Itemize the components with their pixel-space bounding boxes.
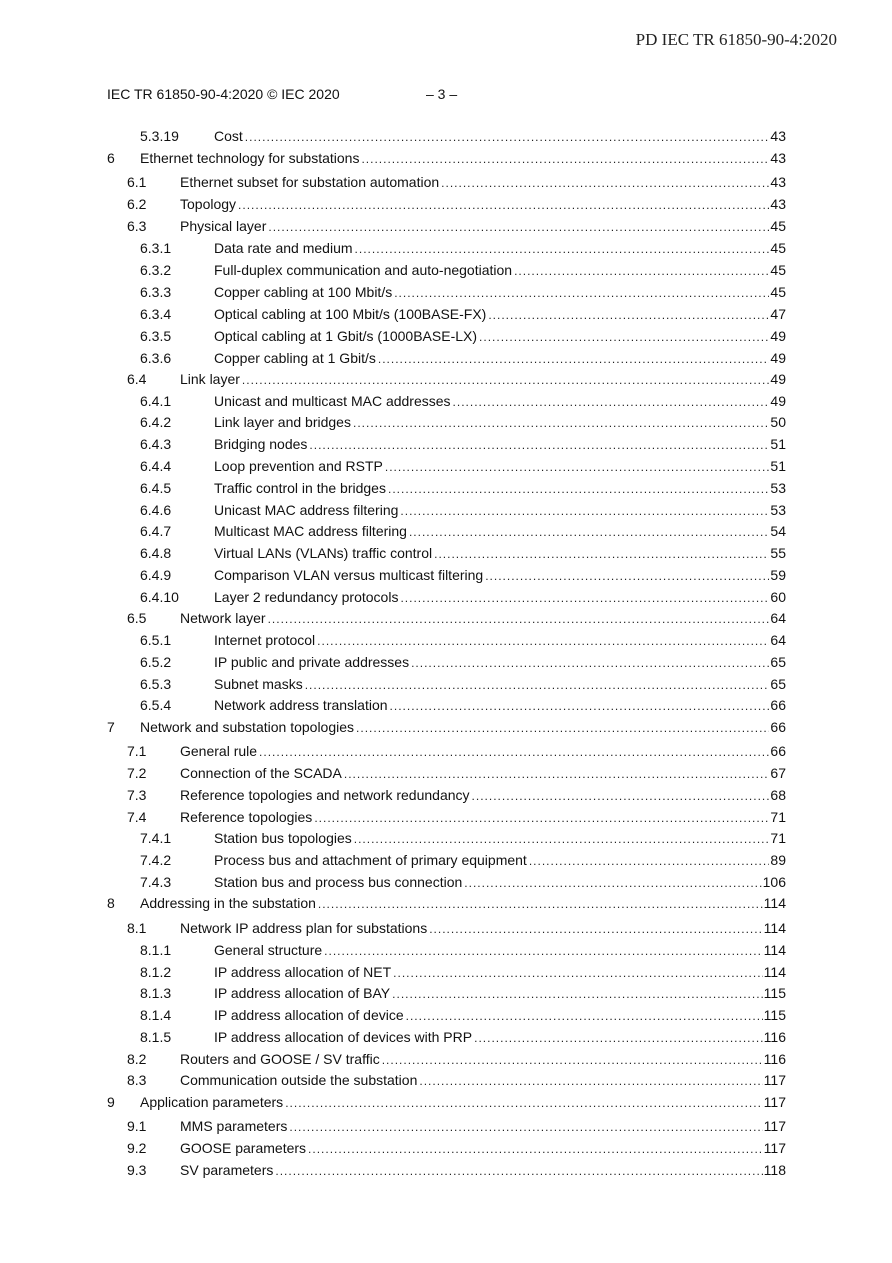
dot-leader [289, 1117, 762, 1137]
page-header [107, 86, 458, 102]
dot-leader [406, 1006, 763, 1026]
toc-entry-page: 51 [770, 458, 786, 474]
dot-leader [411, 653, 769, 673]
document-id-header: PD IEC TR 61850-90-4:2020 [635, 30, 837, 49]
dot-leader [324, 941, 763, 961]
toc-entry-number: 9.2 [127, 1140, 147, 1156]
dot-leader [353, 413, 769, 433]
toc-entry-page: 65 [770, 654, 786, 670]
toc-entry-title: Routers and GOOSE / SV traffic [180, 1051, 380, 1067]
toc-entry[interactable] [127, 608, 786, 629]
toc-entry-page: 54 [770, 523, 786, 539]
toc-entry-number: 6.4.9 [140, 567, 172, 583]
dot-leader [400, 501, 769, 521]
dot-leader [314, 808, 769, 828]
toc-entry-title: Link layer [180, 371, 240, 387]
toc-entry-number: 8.1.4 [140, 1007, 172, 1023]
dot-leader [354, 829, 770, 849]
toc-entry[interactable] [140, 521, 786, 542]
toc-entry-page: 49 [770, 328, 786, 344]
toc-entry-page: 67 [770, 765, 786, 781]
toc-entry-number: 6.4.8 [140, 545, 172, 561]
toc-entry-title: General rule [180, 743, 258, 759]
dot-leader [318, 894, 763, 914]
toc-entry-number: 6 [107, 150, 115, 166]
dot-leader [529, 851, 770, 871]
toc-entry-number: 7.1 [127, 743, 147, 759]
toc-entry-page: 45 [770, 218, 786, 234]
toc-entry[interactable] [127, 807, 786, 828]
toc-entry-page: 114 [763, 964, 786, 980]
toc-entry[interactable] [127, 172, 786, 193]
toc-entry[interactable] [127, 1160, 786, 1181]
toc-entry[interactable] [140, 391, 786, 412]
dot-leader [317, 631, 769, 651]
toc-entry-number: 6.3.4 [140, 306, 172, 322]
toc-entry-title: Unicast MAC address filtering [214, 502, 399, 518]
toc-entry-page: 66 [770, 743, 786, 759]
dot-leader [361, 149, 769, 169]
toc-entry-page: 114 [763, 920, 786, 936]
toc-entry[interactable] [127, 1070, 786, 1091]
toc-entry-number: 6.5.1 [140, 632, 172, 648]
toc-entry-title: IP address allocation of BAY [214, 985, 391, 1001]
toc-entry[interactable] [140, 630, 786, 651]
dot-leader [388, 479, 769, 499]
dot-leader [378, 349, 770, 369]
dot-leader [344, 764, 770, 784]
toc-entry[interactable] [140, 828, 786, 849]
toc-entry-page: 89 [770, 852, 786, 868]
dot-leader [453, 392, 770, 412]
dot-leader [429, 919, 762, 939]
toc-entry-title: Comparison VLAN versus multicast filtering [214, 567, 484, 583]
toc-entry-number: 7.4.3 [140, 874, 172, 890]
toc-entry-title: Physical layer [180, 218, 267, 234]
toc-entry-number: 6.4 [127, 371, 147, 387]
toc-entry-number: 8 [107, 895, 115, 911]
toc-entry-title: Topology [180, 196, 237, 212]
toc-entry[interactable] [140, 500, 786, 521]
toc-entry-page: 114 [763, 895, 786, 911]
toc-entry-title: Network address translation [214, 697, 388, 713]
toc-entry[interactable] [127, 1116, 786, 1137]
toc-entry[interactable] [140, 940, 786, 961]
toc-entry-number: 6.4.1 [140, 393, 172, 409]
dot-leader [309, 435, 769, 455]
toc-entry-title: Traffic control in the bridges [214, 480, 386, 496]
toc-entry[interactable] [140, 260, 786, 281]
toc-entry-number: 6.4.10 [140, 589, 179, 605]
toc-entry-page: 53 [770, 480, 786, 496]
toc-entry[interactable] [140, 587, 786, 608]
toc-entry-number: 7.3 [127, 787, 147, 803]
toc-entry-number: 6.3.5 [140, 328, 172, 344]
dot-leader [419, 1071, 762, 1091]
toc-entry-page: 43 [770, 174, 786, 190]
toc-entry[interactable] [140, 412, 786, 433]
toc-entry[interactable] [140, 962, 786, 983]
toc-entry-page: 64 [770, 610, 786, 626]
dot-leader [259, 742, 769, 762]
toc-entry[interactable] [140, 304, 786, 325]
toc-entry-page: 60 [770, 589, 786, 605]
toc-entry-number: 8.3 [127, 1072, 147, 1088]
toc-entry[interactable] [127, 1138, 786, 1159]
toc-entry-title: IP public and private addresses [214, 654, 410, 670]
toc-entry-page: 117 [763, 1140, 786, 1156]
toc-entry-page: 71 [770, 809, 786, 825]
toc-entry-title: Station bus topologies [214, 830, 352, 846]
toc-entry-number: 6.5.3 [140, 676, 172, 692]
dot-leader [242, 370, 770, 390]
toc-entry-title: Communication outside the substation [180, 1072, 418, 1088]
dot-leader [393, 963, 763, 983]
toc-entry-page: 55 [770, 545, 786, 561]
toc-entry-title: MMS parameters [180, 1118, 288, 1134]
toc-entry[interactable] [107, 148, 786, 169]
toc-entry-title: Optical cabling at 100 Mbit/s (100BASE-FX) [214, 306, 487, 322]
toc-entry[interactable] [127, 918, 786, 939]
toc-entry-number: 6.4.4 [140, 458, 172, 474]
toc-entry-page: 71 [770, 830, 786, 846]
toc-entry-title: SV parameters [180, 1162, 274, 1178]
toc-entry-title: Loop prevention and RSTP [214, 458, 383, 474]
toc-entry-title: Network layer [180, 610, 266, 626]
dot-leader [305, 675, 770, 695]
toc-entry[interactable] [127, 763, 786, 784]
toc-entry-title: Reference topologies and network redundancy [180, 787, 470, 803]
toc-entry-page: 65 [770, 676, 786, 692]
toc-entry-number: 6.4.5 [140, 480, 172, 496]
toc-entry-page: 117 [763, 1094, 786, 1110]
toc-entry[interactable] [127, 216, 786, 237]
toc-entry-title: GOOSE parameters [180, 1140, 307, 1156]
toc-entry-number: 8.1.5 [140, 1029, 172, 1045]
toc-entry-title: Addressing in the substation [140, 895, 316, 911]
toc-entry-title: Connection of the SCADA [180, 765, 342, 781]
toc-entry-number: 6.5.2 [140, 654, 172, 670]
dot-leader [308, 1139, 763, 1159]
toc-entry-title: Copper cabling at 100 Mbit/s [214, 284, 393, 300]
toc-entry-number: 6.3.1 [140, 240, 172, 256]
toc-entry-number: 8.1 [127, 920, 147, 936]
toc-entry-page: 116 [763, 1051, 786, 1067]
toc-entry-title: Ethernet technology for substations [140, 150, 360, 166]
toc-entry-number: 7 [107, 719, 115, 735]
toc-entry-number: 6.3.3 [140, 284, 172, 300]
toc-entry-number: 9 [107, 1094, 115, 1110]
page-number: – 3 – [426, 86, 458, 102]
dot-leader [434, 544, 769, 564]
dot-leader [356, 718, 769, 738]
toc-entry-page: 43 [770, 128, 786, 144]
toc-entry-number: 9.3 [127, 1162, 147, 1178]
toc-entry-page: 118 [763, 1162, 786, 1178]
toc-entry-number: 6.4.7 [140, 523, 172, 539]
toc-entry-title: Cost [214, 128, 243, 144]
toc-entry[interactable] [140, 695, 786, 716]
toc-entry-title: Ethernet subset for substation automation [180, 174, 440, 190]
toc-entry-page: 45 [770, 262, 786, 278]
dot-leader [275, 1161, 762, 1181]
toc-entry-title: IP address allocation of devices with PRP [214, 1029, 473, 1045]
toc-entry-title: Multicast MAC address filtering [214, 523, 407, 539]
toc-entry[interactable] [140, 872, 786, 893]
toc-entry-number: 6.5 [127, 610, 147, 626]
toc-entry-number: 6.3 [127, 218, 147, 234]
toc-entry[interactable] [140, 348, 786, 369]
toc-entry[interactable] [127, 741, 786, 762]
toc-entry-number: 6.3.6 [140, 350, 172, 366]
toc-entry-number: 6.4.2 [140, 414, 172, 430]
toc-entry-title: Application parameters [140, 1094, 284, 1110]
dot-leader [390, 696, 770, 716]
dot-leader [485, 566, 769, 586]
dot-leader [385, 457, 770, 477]
toc-entry[interactable] [127, 1049, 786, 1070]
toc-entry-page: 47 [770, 306, 786, 322]
toc-entry-title: Network and substation topologies [140, 719, 355, 735]
toc-entry-number: 7.2 [127, 765, 147, 781]
dot-leader [392, 984, 763, 1004]
toc-entry-title: Link layer and bridges [214, 414, 351, 430]
dot-leader [268, 609, 770, 629]
dot-leader [464, 873, 761, 893]
toc-entry-page: 114 [763, 942, 786, 958]
toc-entry-title: Layer 2 redundancy protocols [214, 589, 399, 605]
toc-entry[interactable] [140, 1027, 786, 1048]
toc-entry-title: Unicast and multicast MAC addresses [214, 393, 451, 409]
toc-entry-page: 68 [770, 787, 786, 803]
toc-entry-page: 51 [770, 436, 786, 452]
toc-entry[interactable] [140, 126, 786, 147]
toc-entry-page: 50 [770, 414, 786, 430]
dot-leader [382, 1050, 763, 1070]
toc-entry-number: 7.4.2 [140, 852, 172, 868]
dot-leader [479, 327, 769, 347]
toc-entry-page: 43 [770, 150, 786, 166]
dot-leader [394, 283, 769, 303]
toc-entry[interactable] [107, 893, 786, 914]
toc-entry-title: General structure [214, 942, 323, 958]
toc-entry-number: 5.3.19 [140, 128, 179, 144]
toc-entry-number: 8.1.1 [140, 942, 172, 958]
toc-entry-title: Data rate and medium [214, 240, 353, 256]
toc-entry[interactable] [140, 983, 786, 1004]
toc-entry-number: 8.1.2 [140, 964, 172, 980]
toc-entry-page: 45 [770, 240, 786, 256]
toc-entry-page: 117 [763, 1072, 786, 1088]
toc-entry-page: 49 [770, 371, 786, 387]
toc-entry[interactable] [107, 717, 786, 738]
toc-entry[interactable] [127, 785, 786, 806]
dot-leader [400, 588, 769, 608]
toc-entry-number: 6.4.3 [140, 436, 172, 452]
toc-entry-page: 53 [770, 502, 786, 518]
toc-entry-number: 7.4.1 [140, 830, 172, 846]
toc-entry-page: 115 [763, 1007, 786, 1023]
toc-entry-title: IP address allocation of NET [214, 964, 392, 980]
toc-entry-page: 59 [770, 567, 786, 583]
toc-entry[interactable] [140, 565, 786, 586]
toc-entry-number: 6.5.4 [140, 697, 172, 713]
toc-entry[interactable] [107, 1092, 786, 1113]
dot-leader [488, 305, 769, 325]
toc-entry-page: 117 [763, 1118, 786, 1134]
toc-entry-page: 116 [763, 1029, 786, 1045]
dot-leader [474, 1028, 763, 1048]
toc-entry-title: Optical cabling at 1 Gbit/s (1000BASE-LX) [214, 328, 478, 344]
toc-entry-page: 45 [770, 284, 786, 300]
standard-reference: IEC TR 61850-90-4:2020 © IEC 2020 [107, 86, 340, 102]
toc-entry-title: Bridging nodes [214, 436, 308, 452]
toc-entry-number: 8.1.3 [140, 985, 172, 1001]
dot-leader [514, 261, 769, 281]
toc-entry[interactable] [140, 652, 786, 673]
toc-entry-title: IP address allocation of device [214, 1007, 404, 1023]
dot-leader [245, 127, 770, 147]
toc-entry-title: Subnet masks [214, 676, 303, 692]
toc-entry-page: 64 [770, 632, 786, 648]
toc-entry[interactable] [140, 1005, 786, 1026]
toc-entry[interactable] [140, 543, 786, 564]
toc-entry[interactable] [140, 434, 786, 455]
toc-entry-title: Station bus and process bus connection [214, 874, 463, 890]
dot-leader [268, 217, 769, 237]
dot-leader [355, 239, 770, 259]
dot-leader [409, 522, 769, 542]
toc-entry[interactable] [140, 456, 786, 477]
toc-entry-page: 43 [770, 196, 786, 212]
toc-entry-title: Network IP address plan for substations [180, 920, 428, 936]
toc-entry-page: 66 [770, 697, 786, 713]
toc-entry-page: 49 [770, 393, 786, 409]
toc-entry-number: 9.1 [127, 1118, 147, 1134]
toc-entry[interactable] [140, 282, 786, 303]
toc-entry-page: 49 [770, 350, 786, 366]
toc-entry-page: 115 [763, 985, 786, 1001]
dot-leader [238, 195, 769, 215]
toc-entry-number: 6.3.2 [140, 262, 172, 278]
toc-entry-number: 8.2 [127, 1051, 147, 1067]
toc-entry[interactable] [140, 850, 786, 871]
dot-leader [472, 786, 770, 806]
toc-entry-number: 6.4.6 [140, 502, 172, 518]
toc-entry-title: Full-duplex communication and auto-negotiation [214, 262, 513, 278]
dot-leader [285, 1093, 762, 1113]
toc-entry[interactable] [140, 674, 786, 695]
toc-entry-number: 7.4 [127, 809, 147, 825]
toc-entry-title: Virtual LANs (VLANs) traffic control [214, 545, 433, 561]
toc-entry[interactable] [127, 194, 786, 215]
toc-entry[interactable] [140, 238, 786, 259]
toc-entry-number: 6.1 [127, 174, 147, 190]
toc-entry[interactable] [140, 326, 786, 347]
toc-entry-title: Internet protocol [214, 632, 316, 648]
toc-entry[interactable] [140, 478, 786, 499]
toc-entry[interactable] [127, 369, 786, 390]
toc-entry-title: Reference topologies [180, 809, 313, 825]
dot-leader [441, 173, 769, 193]
toc-entry-title: Process bus and attachment of primary equipment [214, 852, 527, 868]
toc-entry-page: 66 [770, 719, 786, 735]
toc-entry-number: 6.2 [127, 196, 147, 212]
toc-entry-page: 106 [762, 874, 786, 890]
toc-entry-title: Copper cabling at 1 Gbit/s [214, 350, 376, 366]
